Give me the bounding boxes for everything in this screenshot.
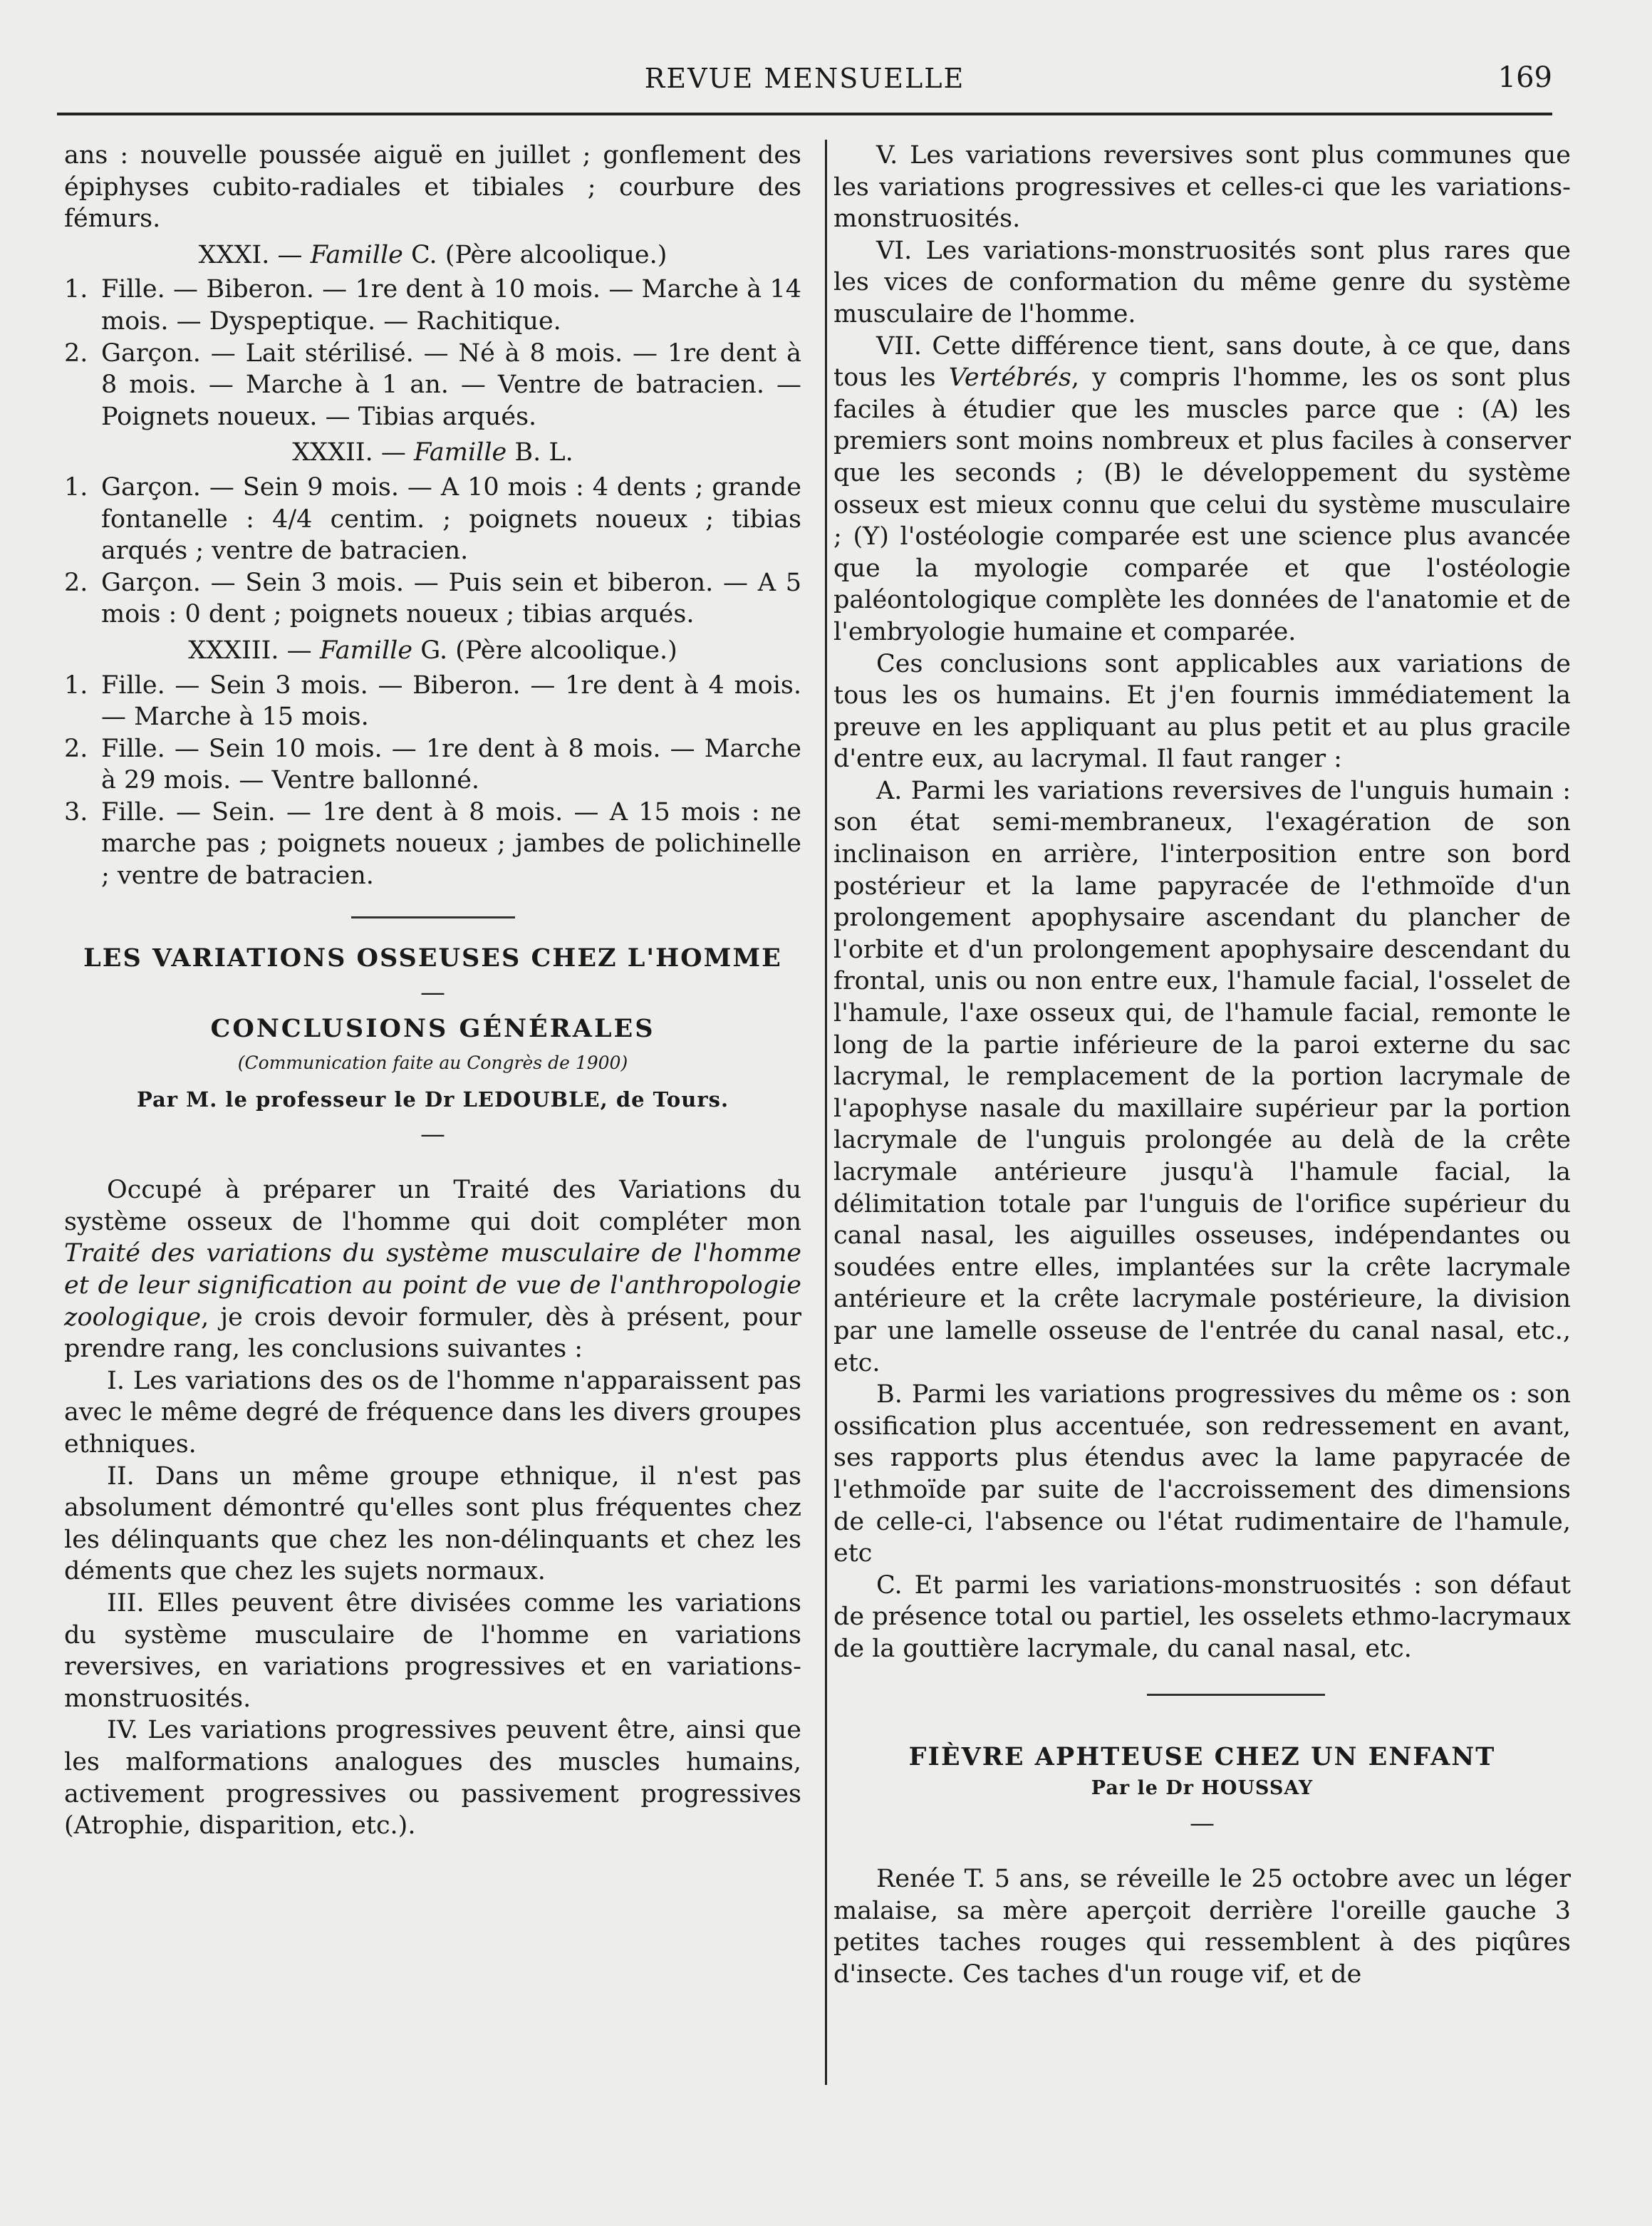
list-item: 2. Garçon. — Sein 3 mois. — Puis sein et biberon. — A 5 mois : 0 dent ; poignets noueux ; tibias arqués. [64, 568, 801, 629]
famille-c-heading: XXXI. — Famille C. (Père alcoolique.) [198, 240, 667, 269]
title-dash: — [1190, 1808, 1215, 1838]
conclusion-item: VII. Cette différence tient, sans doute, à ce que, dans tous les Vertébrés, y compris l'homme, les os sont plus faciles à étudier que les muscles parce que : (A) les premiers sont moins nombreux et plus faciles à conserver que les seconds ; (B) le développement du système osseux est mieux connu que celui du système musculaire ; (Y) l'ostéologie comparée est une science plus avancée que la myologie comparée et que l'ostéologie paléontologique complète les données de l'anatomie et de l'embryologie humaine et comparée. [833, 331, 1572, 646]
conclusion-item: I. Les variations des os de l'homme n'apparaissent pas avec le même degré de fréquence dans les divers groupes ethniques. [64, 1366, 801, 1459]
intro-paragraph: Occupé à préparer un Traité des Variations du système osseux de l'homme qui doit compléter mon Traité des variations du système musculaire de l'homme et de leur signification au point de vue de l'anthropologie zoologique, je crois devoir formuler, dès à présent, pour prendre rang, les conclusions suivantes : [64, 1176, 801, 1364]
list-item: 1. Fille. — Biberon. — 1re dent à 10 mois. — Marche à 14 mois. — Dyspeptique. — Rachitique. [64, 275, 801, 336]
byline-dash: — [420, 1119, 445, 1149]
famille-bl-heading: XXXII. — Famille B. L. [292, 438, 573, 467]
variation-item: B. Parmi les variations progressives du même os : son ossification plus accentuée, son redressement en avant, ses rapports plus étendus avec la lame papyracée de l'ethmoïde par suite de l'accroissement des dimensions de celle-ci, l'absence ou l'état rudimentaire de l'hamule, etc [833, 1380, 1571, 1568]
conclusion-item: IV. Les variations progressives peuvent être, ainsi que les malformations analogues des muscles humains, activement progressives ou passivement progressives (Atrophie, disparition, etc.). [64, 1716, 801, 1841]
list-item: 3. Fille. — Sein. — 1re dent à 8 mois. — A 15 mois : ne marche pas ; poignets noueux ; jambes de polichinelle ; ventre de batracien. [64, 797, 801, 891]
variation-item: A. Parmi les variations reversives de l'unguis humain : son état semi-membraneux, l'exagération de son inclinaison en arrière, l'interposition entre son bord postérieur et la lame papyracée de l'ethmoïde d'un prolongement apophysaire ascendant du plancher de l'orbite et d'un prolongement apophysaire descendant du frontal, unis ou non entre eux, l'hamule facial, l'osselet de l'hamule, l'axe osseux qui, de l'hamule facial, remonte le long de la partie inférieure de la paroi externe du sac lacrymal, le remplacement de la portion lacrymale de l'apophyse nasale du maxillaire supérieur par la portion lacrymale de l'unguis prolongée au delà de la crête lacrymale antérieure jusqu'à l'hamule facial, la délimitation totale par l'unguis de l'orifice supérieur du canal nasal, les aiguilles osseuses, indépendantes ou soudées entre elles, implantées sur la crête lacrymale antérieure et la crête lacrymale postérieure, la division par une lamelle osseuse de l'entrée du canal nasal, etc., etc. [833, 776, 1571, 1377]
list-item: 1. Garçon. — Sein 9 mois. — A 10 mois : 4 dents ; grande fontanelle : 4/4 centim. ; poignets noueux ; tibias arqués ; ventre de batracien. [64, 472, 801, 566]
running-header [57, 57, 1552, 100]
left-column [64, 140, 801, 1842]
page-number: 169 [1497, 61, 1552, 94]
conclusion-item: V. Les variations reversives sont plus communes que les variations progressives et celles-ci que les variations-monstruosités. [833, 141, 1571, 234]
list-item: 2. Garçon. — Lait stérilisé. — Né à 8 mois. — 1re dent à 8 mois. — Marche à 1 an. — Ventre de batracien. — Poignets noueux. — Tibias arqués. [64, 338, 801, 431]
article-title: LES VARIATIONS OSSEUSES CHEZ L'HOMME [83, 943, 782, 973]
article-title: FIÈVRE APHTEUSE CHEZ UN ENFANT [908, 1741, 1496, 1771]
article-subtitle: CONCLUSIONS GÉNÉRALES [210, 1013, 655, 1043]
header-rule [57, 113, 1552, 115]
variation-item: C. Et parmi les variations-monstruosités : son défaut de présence total ou partiel, les osselets ethmo-lacrymaux de la gouttière lacrymale, du canal nasal, etc. [833, 1570, 1571, 1663]
body-paragraph: Renée T. 5 ans, se réveille le 25 octobre avec un léger malaise, sa mère aperçoit derrière l'oreille gauche 3 petites taches rouges qui ressemblent à des piqûres d'insecte. Ces taches d'un rouge vif, et de [833, 1865, 1571, 1989]
article-byline: Par M. le professeur le Dr LEDOUBLE, de Tours. [136, 1087, 729, 1112]
article-byline: Par le Dr HOUSSAY [1091, 1777, 1314, 1800]
column-divider [825, 140, 827, 2085]
intro-fragment: ans : nouvelle poussée aiguë en juillet ; gonflement des épiphyses cubito-radiales et tibiales ; courbure des fémurs. [64, 141, 801, 234]
title-dash: — [420, 978, 445, 1008]
conclusion-item: III. Elles peuvent être divisées comme les variations du système musculaire de l'homme en variations reversives, en variations progressives et en variations-monstruosités. [64, 1588, 801, 1713]
famille-g-heading: XXXIII. — Famille G. (Père alcoolique.) [188, 636, 677, 665]
section-rule [351, 916, 515, 918]
list-item: 2. Fille. — Sein 10 mois. — 1re dent à 8 mois. — Marche à 29 mois. — Ventre ballonné. [64, 734, 801, 795]
section-rule [1147, 1694, 1325, 1696]
conclusion-item: II. Dans un même groupe ethnique, il n'est pas absolument démontré qu'elles sont plus fréquentes chez les délinquants que chez les non-délinquants et chez les déments que chez les sujets normaux. [64, 1461, 801, 1586]
communication-note: (Communication faite au Congrès de 1900) [237, 1052, 628, 1074]
conclusion-item: VI. Les variations-monstruosités sont plus rares que les vices de conformation du même genre du système musculaire de l'homme. [833, 236, 1571, 328]
body-paragraph: Ces conclusions sont applicables aux variations de tous les os humains. Et j'en fournis immédiatement la preuve en les appliquant au plus petit et au plus gracile d'entre eux, au lacrymal. Il faut ranger : [833, 649, 1571, 774]
right-column [833, 140, 1571, 1991]
list-item: 1. Fille. — Sein 3 mois. — Biberon. — 1re dent à 4 mois. — Marche à 15 mois. [64, 671, 801, 732]
journal-title: REVUE MENSUELLE [644, 63, 965, 94]
